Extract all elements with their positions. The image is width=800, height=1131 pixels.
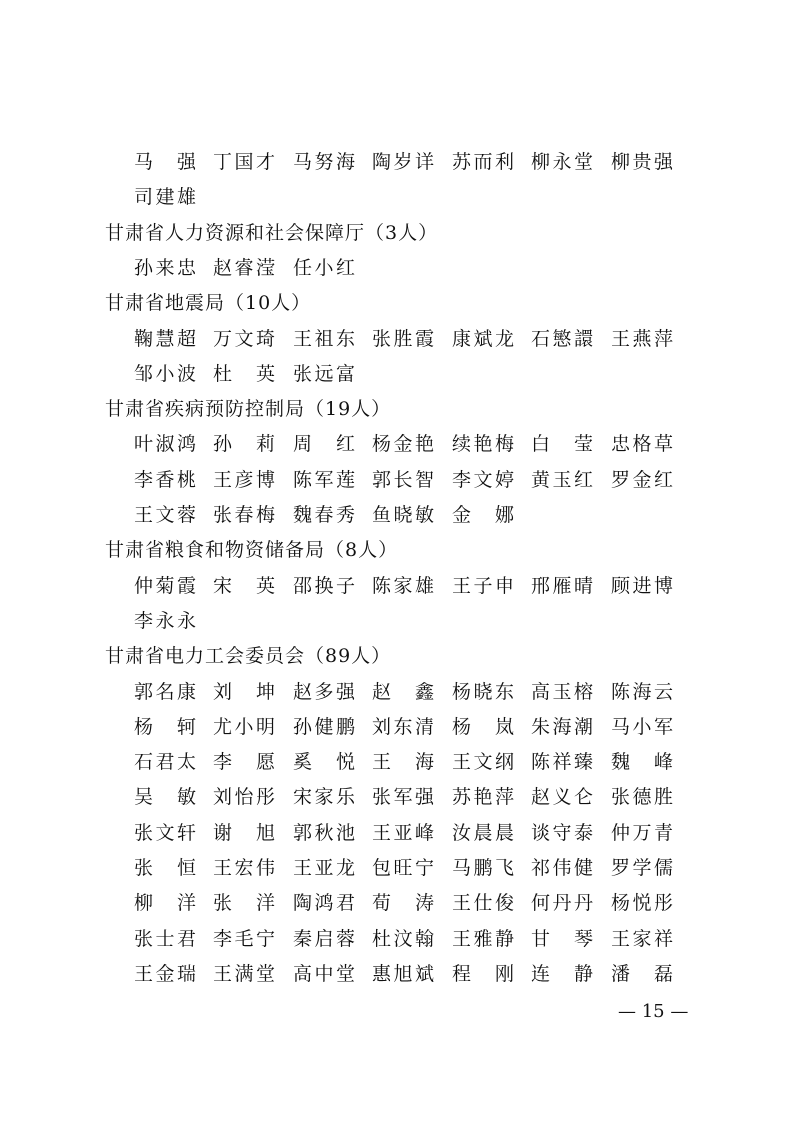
person-name: 马努海 (293, 151, 355, 173)
person-name: 石君太 (134, 751, 196, 774)
person-name: 何丹丹 (531, 892, 593, 915)
person-name: 刘怡彤 (213, 786, 275, 809)
person-name: 王海 (372, 751, 434, 774)
name-row (134, 675, 694, 709)
person-name: 苏艳萍 (452, 786, 514, 809)
person-name: 甘琴 (531, 927, 593, 950)
person-name: 李毛宁 (213, 927, 275, 950)
person-name: 张胜霞 (372, 327, 434, 350)
person-name: 王燕萍 (611, 327, 673, 350)
person-name: 陈军莲 (293, 468, 355, 491)
person-name: 赵鑫 (372, 680, 434, 703)
name-row (134, 922, 694, 956)
person-name: 白莹 (531, 433, 593, 456)
person-name: 邹小波 (134, 362, 196, 385)
person-name: 李香桃 (134, 468, 196, 491)
person-name: 惠旭斌 (372, 962, 434, 985)
person-name: 张恒 (134, 857, 196, 879)
person-name: 王家祥 (611, 927, 673, 950)
name-row (134, 145, 694, 179)
person-name: 魏峰 (611, 751, 673, 774)
name-row (134, 463, 694, 497)
person-name: 王亚龙 (293, 857, 355, 879)
person-name: 马强 (134, 151, 196, 173)
name-row (134, 569, 694, 603)
person-name: 仲菊霞 (134, 574, 196, 597)
name-row (134, 851, 694, 885)
name-row (134, 710, 694, 744)
person-name: 王彦博 (213, 468, 275, 491)
name-row (134, 498, 694, 532)
person-name: 宋家乐 (293, 786, 355, 809)
person-name: 尤小明 (213, 715, 275, 738)
person-name: 郭长智 (372, 468, 434, 491)
person-name: 苏而利 (452, 151, 514, 173)
person-name: 高玉榕 (531, 680, 593, 703)
name-row (134, 427, 694, 461)
person-name: 张文轩 (134, 821, 196, 844)
person-name: 顾进博 (611, 574, 673, 597)
person-name: 张远富 (293, 362, 355, 385)
person-name: 柳洋 (134, 892, 196, 915)
person-name: 张春梅 (213, 504, 275, 526)
person-name: 杨金艳 (372, 433, 434, 456)
person-name: 高中堂 (293, 962, 355, 985)
person-name: 李愿 (213, 751, 275, 774)
person-name: 赵睿滢 (213, 256, 275, 279)
person-name: 郭名康 (134, 680, 196, 703)
person-name: 杨轲 (134, 715, 196, 738)
name-row (134, 780, 694, 814)
person-name: 鱼晓敏 (372, 504, 434, 526)
name-row (134, 745, 694, 779)
person-name: 张士君 (134, 927, 196, 950)
person-name: 王雅静 (452, 927, 514, 950)
person-name: 孙健鹏 (293, 715, 355, 738)
name-row (134, 180, 694, 214)
person-name: 杨晓东 (452, 680, 514, 703)
person-name: 赵义仑 (531, 786, 593, 809)
person-name: 王金瑞 (134, 962, 196, 985)
person-name: 柳永堂 (531, 151, 593, 173)
name-row (134, 604, 694, 638)
person-name: 吴敏 (134, 786, 196, 809)
name-row (134, 816, 694, 850)
person-name: 汝晨晨 (452, 821, 514, 844)
person-name: 郭秋池 (293, 821, 355, 844)
person-name: 王文蓉 (134, 504, 196, 526)
person-name: 杨岚 (452, 715, 514, 738)
person-name: 鞠慧超 (134, 327, 196, 350)
person-name: 张洋 (213, 892, 275, 915)
person-name: 朱海潮 (531, 715, 593, 738)
person-name: 刘坤 (213, 680, 275, 703)
person-name: 奚悦 (293, 751, 355, 774)
person-name: 续艳梅 (452, 433, 514, 456)
person-name: 陈家雄 (372, 574, 434, 597)
person-name: 张德胜 (611, 786, 673, 809)
person-name: 王满堂 (213, 962, 275, 985)
person-name: 潘磊 (611, 962, 673, 985)
person-name: 叶淑鸿 (134, 433, 196, 456)
person-name: 赵多强 (293, 680, 355, 703)
person-name: 罗学儒 (611, 857, 673, 879)
person-name: 忠格草 (611, 433, 673, 456)
person-name: 谈守泰 (531, 821, 593, 844)
person-name: 陶岁详 (372, 151, 434, 173)
person-name: 宋英 (213, 574, 275, 597)
person-name: 罗金红 (611, 468, 673, 491)
name-row (134, 886, 694, 920)
person-name: 丁国才 (213, 151, 275, 173)
person-name: 李永永 (134, 609, 196, 632)
person-name: 张军强 (372, 786, 434, 809)
unit-heading: 甘肃省人力资源和社会保障厅（3人） (105, 221, 439, 244)
unit-heading: 甘肃省粮食和物资储备局（8人） (105, 539, 399, 562)
person-name: 荀涛 (372, 892, 434, 915)
person-name: 马鹏飞 (452, 857, 514, 879)
person-name: 王宏伟 (213, 857, 275, 879)
person-name: 邢雁晴 (531, 574, 593, 597)
person-name: 李文婷 (452, 468, 514, 491)
person-name: 金娜 (452, 504, 514, 526)
person-name: 王文纲 (452, 751, 514, 774)
unit-heading: 甘肃省地震局（10人） (105, 292, 312, 315)
person-name: 杜英 (213, 362, 275, 385)
person-name: 石慜譞 (531, 327, 593, 350)
person-name: 周红 (293, 433, 355, 456)
person-name: 孙来忠 (134, 256, 196, 279)
person-name: 王亚峰 (372, 821, 434, 844)
name-row (134, 251, 694, 285)
person-name: 谢旭 (213, 821, 275, 844)
person-name: 陶鸿君 (293, 892, 355, 915)
person-name: 魏春秀 (293, 504, 355, 526)
person-name: 程刚 (452, 962, 514, 985)
person-name: 仲万青 (611, 821, 673, 844)
person-name: 孙莉 (213, 433, 275, 456)
person-name: 康斌龙 (452, 327, 514, 350)
person-name: 陈海云 (611, 680, 673, 703)
person-name: 黄玉红 (531, 468, 593, 491)
person-name: 王仕俊 (452, 892, 514, 915)
person-name: 王子申 (452, 574, 514, 597)
name-row (134, 357, 694, 391)
person-name: 王祖东 (293, 327, 355, 350)
person-name: 任小红 (293, 256, 355, 279)
name-row (134, 322, 694, 356)
unit-heading: 甘肃省疾病预防控制局（19人） (105, 398, 392, 421)
person-name: 包旺宁 (372, 857, 434, 879)
person-name: 马小军 (611, 715, 673, 738)
person-name: 秦启蓉 (293, 927, 355, 950)
page-number: — 15 — (618, 1001, 689, 1022)
person-name: 刘东清 (372, 715, 434, 738)
person-name: 邵换子 (293, 574, 355, 597)
person-name: 连静 (531, 962, 593, 985)
person-name: 祁伟健 (531, 857, 593, 879)
unit-heading: 甘肃省电力工会委员会（89人） (105, 645, 392, 668)
person-name: 杜汶翰 (372, 927, 434, 950)
person-name: 杨悦彤 (611, 892, 673, 915)
person-name: 司建雄 (134, 186, 196, 209)
person-name: 陈祥臻 (531, 751, 593, 774)
person-name: 万文琦 (213, 327, 275, 350)
person-name: 柳贵强 (611, 151, 673, 173)
name-row (134, 957, 694, 991)
